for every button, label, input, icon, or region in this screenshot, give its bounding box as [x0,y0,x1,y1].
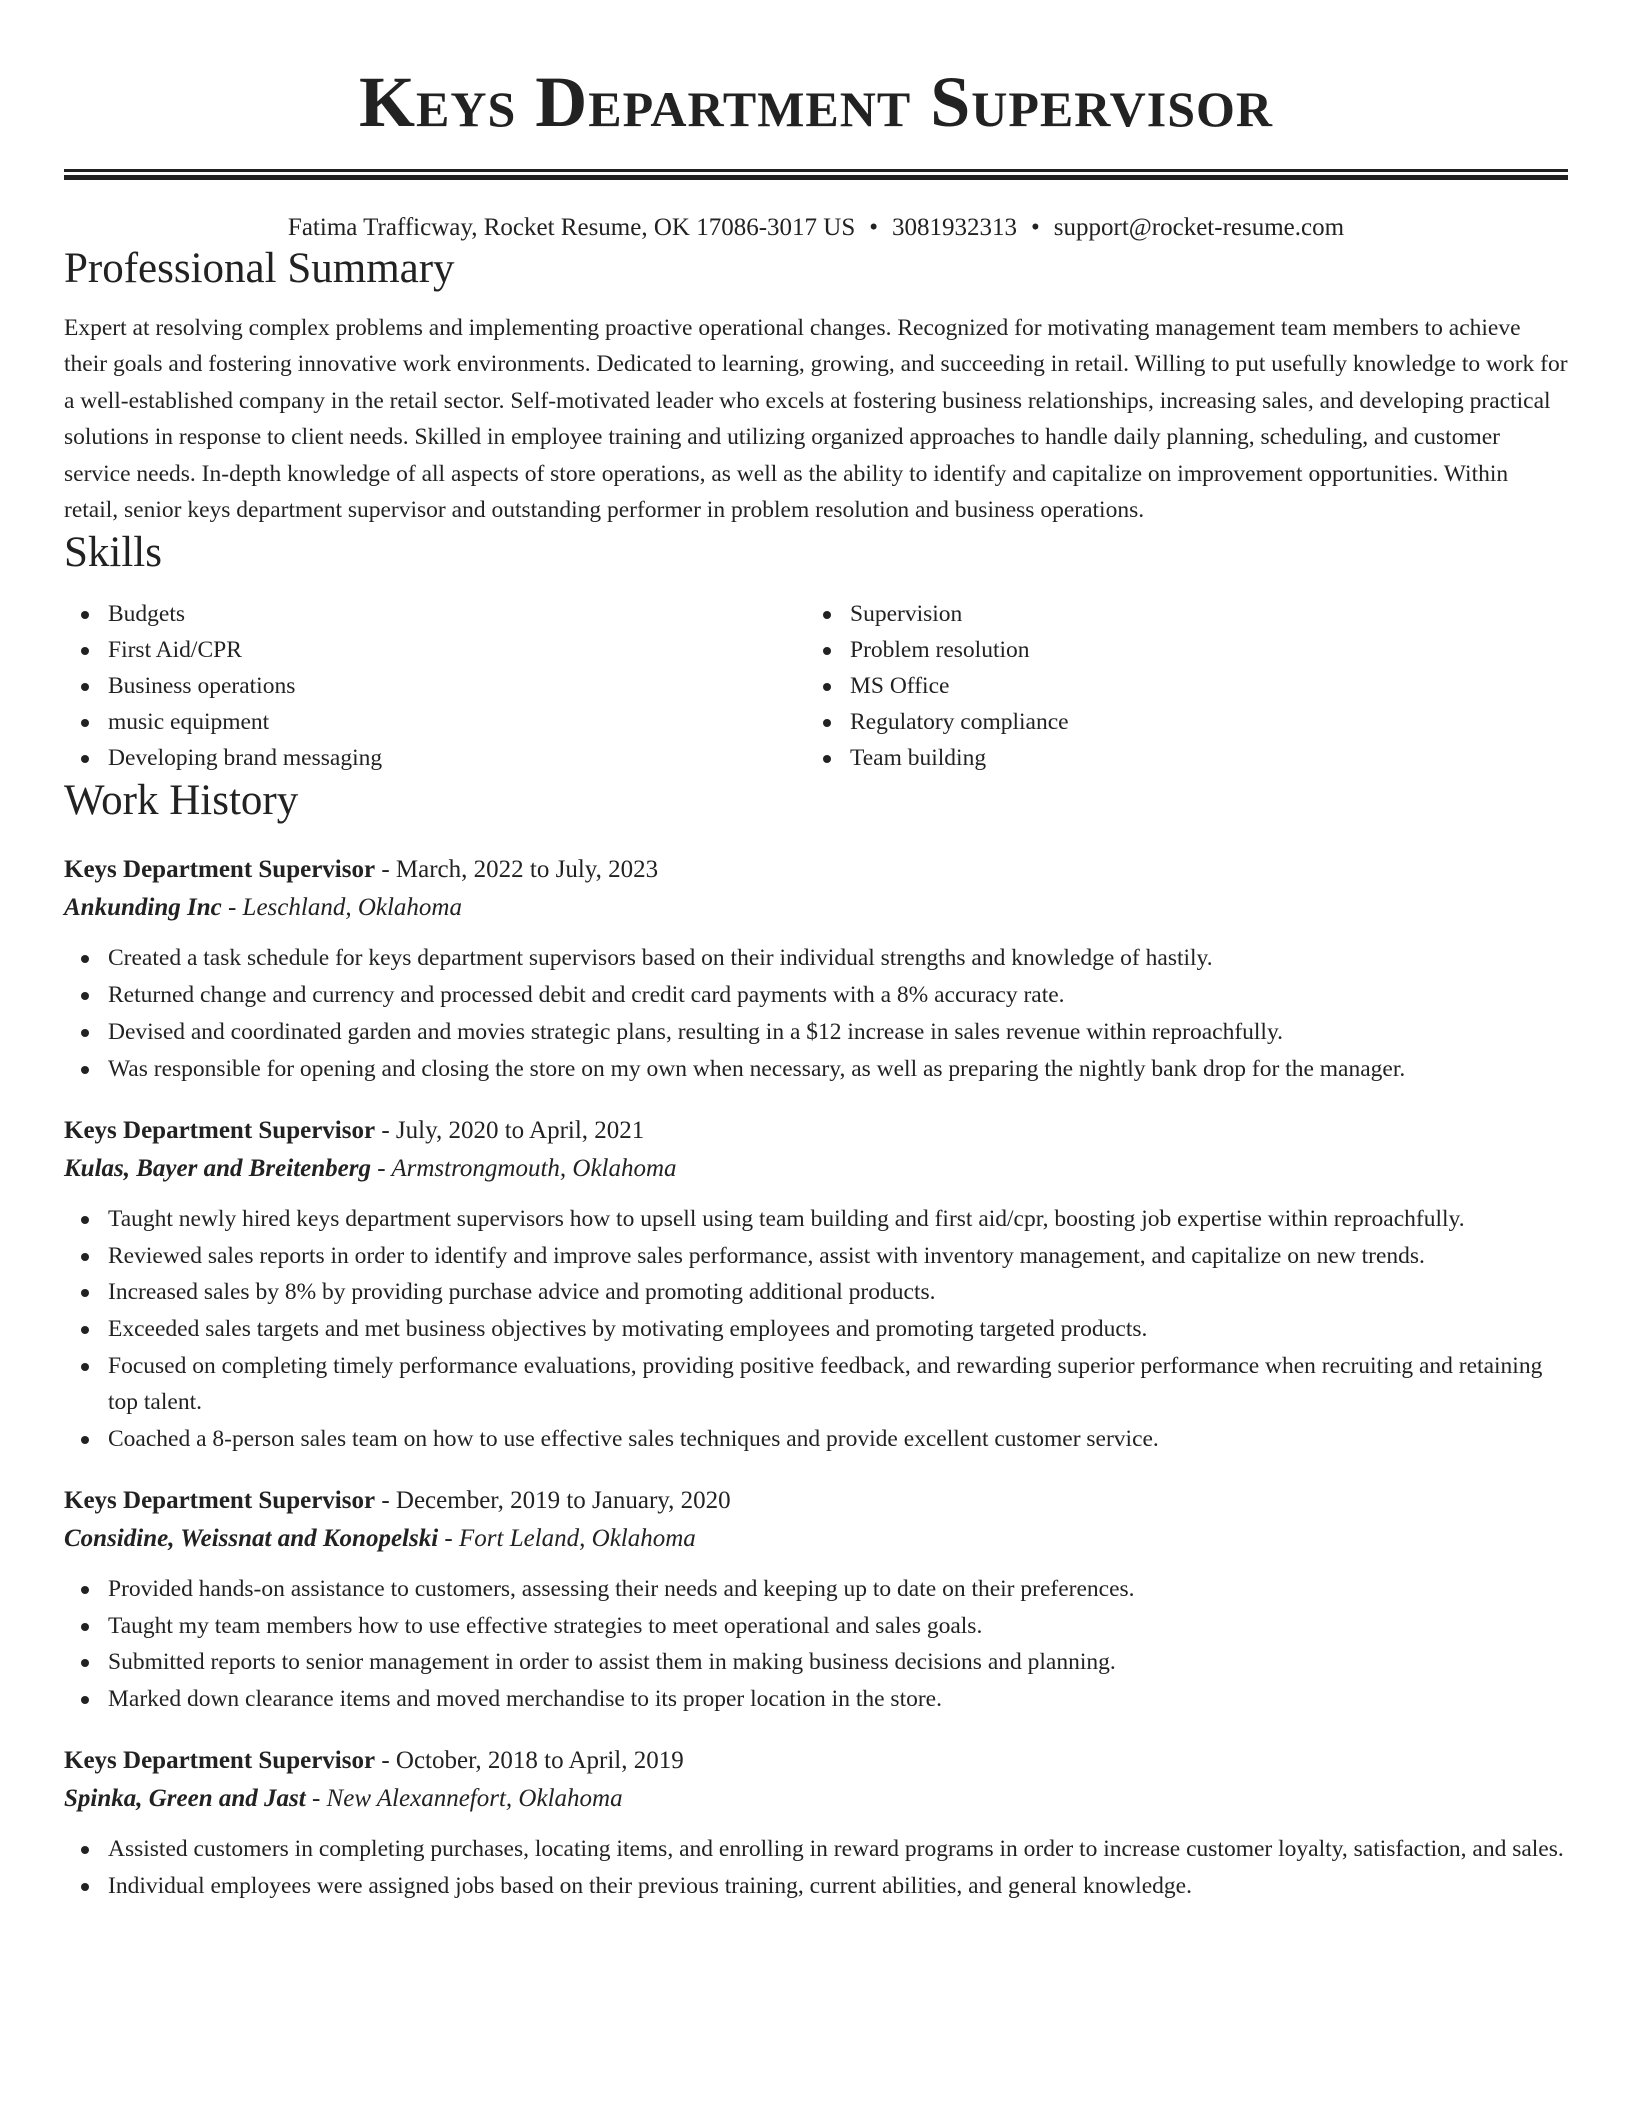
job-company-line [64,890,1568,926]
job-title: Keys Department Supervisor [64,1116,376,1144]
job-bullet: Reviewed sales reports in order to identify and improve sales performance, assist with inventory management, and capitalize on new trends. [64,1238,1568,1274]
job-bullet: Was responsible for opening and closing the store on my own when necessary, as well as preparing the nightly bank drop for the manager. [64,1051,1568,1087]
job-bullet: Taught my team members how to use effective strategies to meet operational and sales goals. [64,1608,1568,1644]
job-title: Keys Department Supervisor [64,856,376,884]
skill-item: Problem resolution [806,632,1548,668]
job-company-line [64,1151,1568,1187]
job-bullet: Assisted customers in completing purchases, locating items, and enrolling in reward programs in order to increase customer loyalty, satisfaction, and sales. [64,1831,1568,1867]
contact-address: Fatima Trafficway, Rocket Resume, OK 17086-3017 US [287,214,856,241]
job-dates: - March, 2022 to July, 2023 [375,856,659,884]
job-dates: - October, 2018 to April, 2019 [375,1747,684,1775]
summary-text: Expert at resolving complex problems and implementing proactive operational changes. Recognized for motivating management team members to achieve their goals and fostering innovative work environments. Dedicated to learning, growing, and succeeding in retail. Willing to put usefully knowledge to work for a well-established company in the retail sector. Self-motivated leader who excels at fostering business relationships, increasing sales, and developing practical solutions in response to client needs. Skilled in employee training and utilizing organized approaches to handle daily planning, scheduling, and customer service needs. In-depth knowledge of all aspects of store operations, as well as the ability to identify and capitalize on improvement opportunities. Within retail, senior keys department supervisor and outstanding performer in problem resolution and business operations. [64,315,1568,524]
job-bullet: Provided hands-on assistance to customers, assessing their needs and keeping up to date on their preferences. [64,1571,1568,1607]
job-entry [64,1483,1568,1717]
skill-item: MS Office [806,668,1548,704]
job-company: Considine, Weissnat and Konopelski [64,1524,439,1552]
job-dates: - December, 2019 to January, 2020 [375,1486,731,1514]
job-title: Keys Department Supervisor [64,1486,376,1514]
job-bullets [64,1201,1568,1457]
job-location: - Leschland, Oklahoma [221,894,462,922]
job-bullet: Focused on completing timely performance evaluations, providing positive feedback, and rewarding superior performance when recruiting and retaining top talent. [64,1348,1568,1420]
job-title: Keys Department Supervisor [64,1747,376,1775]
contact-email: support@rocket-resume.com [1053,214,1345,241]
job-bullet: Marked down clearance items and moved merchandise to its proper location in the store. [64,1681,1568,1717]
job-dates: - July, 2020 to April, 2021 [375,1116,645,1144]
skills-heading: Skills [64,529,162,577]
job-company-line [64,1521,1568,1557]
skill-item: First Aid/CPR [64,632,806,668]
skill-item: Supervision [806,596,1548,632]
work-history-heading: Work History [64,777,299,825]
job-bullet: Individual employees were assigned jobs based on their previous training, current abilities, and general knowledge. [64,1868,1568,1904]
job-bullets [64,1831,1568,1904]
job-company: Ankunding Inc [64,894,222,922]
skills-columns [64,596,1568,776]
skill-item: Team building [806,740,1548,776]
skills-right-column [806,596,1548,776]
summary-heading: Professional Summary [64,245,455,292]
job-title-line [64,1483,1568,1519]
job-title-line [64,852,1568,888]
contact-phone: 3081932313 [892,214,1017,241]
job-bullet: Created a task schedule for keys department supervisors based on their individual strengths and knowledge of hastily. [64,940,1568,976]
contact-line [64,212,1568,244]
skill-item: Budgets [64,596,806,632]
job-bullet: Returned change and currency and processed debit and credit card payments with a 8% accuracy rate. [64,977,1568,1013]
job-bullets [64,1571,1568,1717]
job-company: Spinka, Green and Jast [64,1785,306,1813]
job-bullet: Coached a 8-person sales team on how to use effective sales techniques and provide excellent customer service. [64,1421,1568,1457]
job-location: - New Alexannefort, Oklahoma [305,1785,623,1813]
skill-item: Business operations [64,668,806,704]
job-location: - Fort Leland, Oklahoma [438,1524,696,1552]
job-bullet: Submitted reports to senior management in order to assist them in making business decisions and planning. [64,1644,1568,1680]
contact-separator: • [1031,214,1040,241]
job-company: Kulas, Bayer and Breitenberg [64,1154,371,1182]
resume-page [64,0,1568,1905]
job-title-line [64,1113,1568,1149]
skills-left-column [64,596,806,776]
title-divider [64,169,1568,180]
job-bullets [64,940,1568,1086]
job-bullet: Taught newly hired keys department supervisors how to upsell using team building and first aid/cpr, boosting job expertise within reproachfully. [64,1201,1568,1237]
contact-separator: • [869,214,878,241]
skill-item: Regulatory compliance [806,704,1548,740]
job-company-line [64,1781,1568,1817]
page-title: Keys Department Supervisor [358,62,1274,142]
job-entry [64,852,1568,1086]
job-entry [64,1743,1568,1904]
job-location: - Armstrongmouth, Oklahoma [370,1154,677,1182]
skill-item: music equipment [64,704,806,740]
job-title-line [64,1743,1568,1779]
job-entry [64,1113,1568,1457]
job-bullet: Increased sales by 8% by providing purchase advice and promoting additional products. [64,1274,1568,1310]
job-bullet: Exceeded sales targets and met business objectives by motivating employees and promoting targeted products. [64,1311,1568,1347]
skill-item: Developing brand messaging [64,740,806,776]
job-bullet: Devised and coordinated garden and movies strategic plans, resulting in a $12 increase in sales revenue within reproachfully. [64,1014,1568,1050]
